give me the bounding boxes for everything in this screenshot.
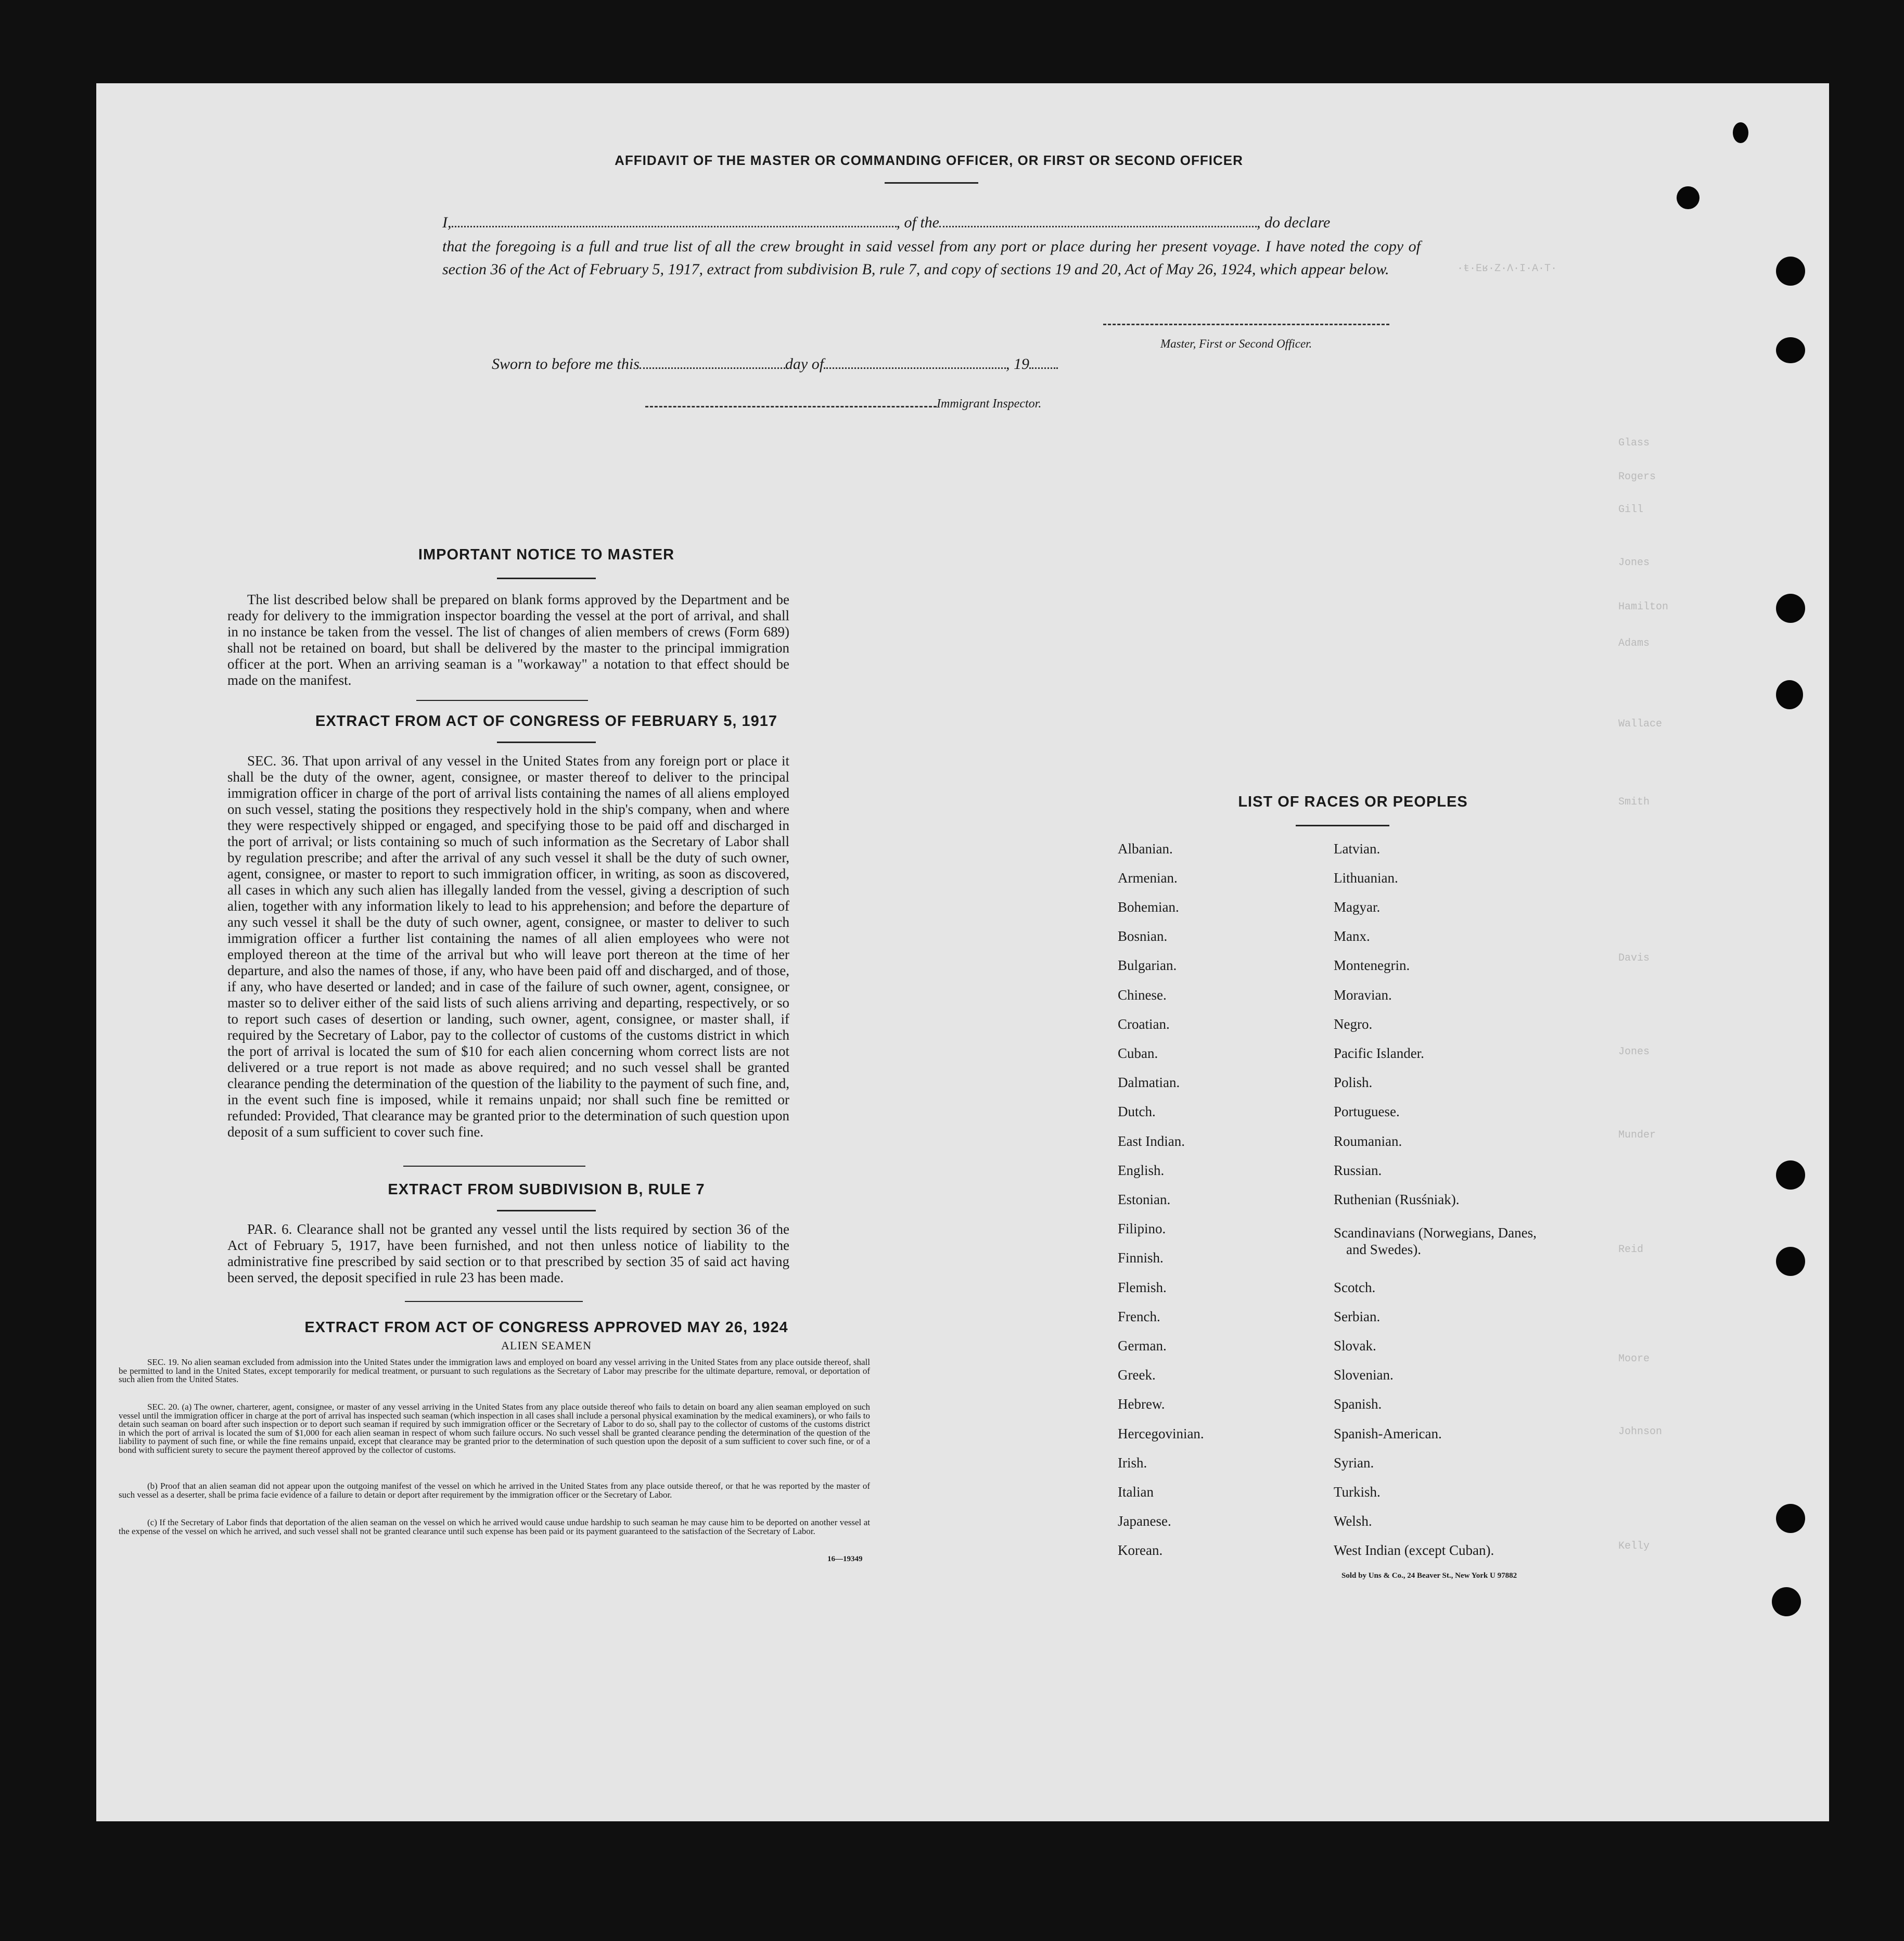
vessel-prefix: , of the	[896, 214, 939, 231]
ghost-name: Kelly	[1618, 1540, 1650, 1552]
notice-title: IMPORTANT NOTICE TO MASTER	[418, 546, 675, 563]
race-item: Bosnian.	[1118, 928, 1168, 944]
race-item: Negro.	[1334, 1016, 1373, 1032]
punch-hole	[1733, 122, 1748, 143]
inspector-line	[645, 397, 1041, 411]
punch-hole	[1776, 1160, 1805, 1190]
race-item: Flemish.	[1118, 1280, 1167, 1295]
form-number: 16—19349	[827, 1555, 863, 1563]
race-item: Hebrew.	[1118, 1396, 1165, 1412]
declarant-name-blank[interactable]	[452, 212, 897, 227]
ghost-name: Davis	[1618, 952, 1650, 964]
race-item: Latvian.	[1334, 841, 1381, 857]
extract-1924-title: EXTRACT FROM ACT OF CONGRESS APPROVED MAY 26, 1924	[304, 1319, 788, 1336]
punch-hole	[1776, 1247, 1805, 1276]
race-item: West Indian (except Cuban).	[1334, 1542, 1494, 1558]
race-item: English.	[1118, 1163, 1165, 1178]
divider	[403, 1166, 585, 1167]
race-item: Turkish.	[1334, 1484, 1381, 1500]
race-item: Spanish.	[1334, 1396, 1382, 1412]
punch-hole	[1776, 337, 1805, 363]
race-item: Dutch.	[1118, 1104, 1156, 1119]
race-item: Hercegovinian.	[1118, 1426, 1204, 1441]
race-item: Filipino.	[1118, 1221, 1166, 1236]
race-item: Serbian.	[1334, 1309, 1381, 1324]
race-item: Chinese.	[1118, 987, 1167, 1003]
race-item: Croatian.	[1118, 1016, 1170, 1032]
race-item: Slovenian.	[1334, 1367, 1394, 1383]
race-item: Spanish-American.	[1334, 1426, 1442, 1441]
inspector-caption: Immigrant Inspector.	[937, 397, 1042, 411]
race-item: Portuguese.	[1334, 1104, 1400, 1119]
punch-hole	[1776, 1504, 1805, 1533]
ghost-name: Hamilton	[1618, 601, 1669, 613]
race-item: Ruthenian (Rusśniak).	[1334, 1192, 1460, 1207]
race-item: Scotch.	[1334, 1280, 1376, 1295]
extract-rule7-title: EXTRACT FROM SUBDIVISION B, RULE 7	[388, 1181, 705, 1198]
race-item: Cuban.	[1118, 1045, 1158, 1061]
sworn-prefix: Sworn to before me this	[492, 355, 640, 373]
punch-hole	[1677, 186, 1699, 209]
race-item: Scandinavians (Norwegians, Danes, and Swedes).	[1334, 1225, 1537, 1257]
race-item: Armenian.	[1118, 870, 1178, 886]
punch-hole	[1776, 594, 1805, 623]
declarant-prefix: I,	[442, 214, 452, 231]
sworn-line	[492, 354, 1058, 373]
extract-1917-rule	[497, 742, 596, 743]
race-item: East Indian.	[1118, 1133, 1185, 1149]
extract-1924-subtitle: ALIEN SEAMEN	[501, 1339, 592, 1352]
sec20c-text: (c) If the Secretary of Labor finds that deportation of the alien seaman on the vessel on which he arrived would cause undue hardship to such seaman he may cause him to be deported on another vessel at the expense of the vessel on which he arrived, and such vessel shall not be granted clearance until such expense has been paid or its payment guaranteed to the satisfaction of the Secretary of Labor.	[119, 1517, 870, 1536]
ghost-name: Jones	[1618, 1046, 1650, 1058]
extract-rule7-rule	[497, 1210, 596, 1211]
race-item: Irish.	[1118, 1455, 1147, 1471]
divider	[405, 1301, 583, 1302]
ghost-name: Reid	[1618, 1244, 1644, 1256]
race-item: Roumanian.	[1334, 1133, 1402, 1149]
inspector-signature-blank[interactable]	[645, 397, 937, 407]
sworn-year-prefix: , 19	[1006, 355, 1030, 373]
ghost-name: Jones	[1618, 557, 1650, 569]
race-item: Polish.	[1334, 1075, 1373, 1090]
printer-imprint: Sold by Uns & Co., 24 Beaver St., New York U 97882	[1341, 1572, 1517, 1580]
signature-caption: Master, First or Second Officer.	[1160, 337, 1312, 350]
signature-line[interactable]	[1103, 324, 1389, 325]
sworn-month-blank[interactable]	[824, 354, 1006, 369]
sworn-year-blank[interactable]	[1029, 354, 1058, 369]
ghost-name: Wallace	[1618, 718, 1663, 730]
divider	[416, 700, 588, 701]
affidavit-body: that the foregoing is a full and true list of all the crew brought in said vessel from any port or place during her present voyage. I have noted the copy of section 36 of the Act of February 5, 1917, extract from subdivision B, rule 7, and copy of sections 19 and 20, Act of May 26, 1924, which appear below.	[442, 238, 1421, 278]
race-item: Pacific Islander.	[1334, 1045, 1424, 1061]
punch-hole	[1776, 680, 1803, 709]
extract-rule7-body: PAR. 6. Clearance shall not be granted any vessel until the lists required by section 36 of the Act of February 5, 1917, have been furnished, and not then unless notice of liability to the administrative fine prescribed by said section or to that prescribed by section 35 of said act having been served, the deposit specified in rule 23 has been made.	[227, 1221, 789, 1285]
race-item: Albanian.	[1118, 841, 1173, 857]
notice-body: The list described below shall be prepared on blank forms approved by the Department and be ready for delivery to the immigration inspector boarding the vessel at the port of arrival, and shall in no instance be taken from the vessel. The list of changes of alien members of crews (Form 689) shall not be retained on board, but shall be delivered by the master to the principal immigration officer at the port. When an arriving seaman is a "workaway" a notation to that effect should be made on the manifest.	[227, 592, 789, 688]
race-item: Finnish.	[1118, 1250, 1164, 1266]
ghost-name: Adams	[1618, 637, 1650, 649]
race-item: Welsh.	[1334, 1513, 1372, 1529]
sec20b-text: (b) Proof that an alien seaman did not appear upon the outgoing manifest of the vessel on which he arrived in the United States from any place outside thereof, or that he was reported by the master of such vessel as a deserter, shall be prima facie evidence of a failure to detain or deport after requirement by the immigration officer or the Secretary of Labor.	[119, 1481, 870, 1500]
ghost-name: Smith	[1618, 796, 1650, 808]
race-item: Syrian.	[1334, 1455, 1374, 1471]
ghost-name: Glass	[1618, 437, 1650, 449]
ghost-name: Johnson	[1618, 1426, 1663, 1438]
sec19-text: SEC. 19. No alien seaman excluded from admission into the United States under the immigration laws and employed on board any vessel arriving in the United States from any place outside thereof, shall be permitted to land in the United States, except temporarily for medical treatment, or pursuant to such regulations as the Secretary of Labor may prescribe for the ultimate departure, removal, or deportation of such alien from the United States.	[119, 1357, 870, 1384]
extract-1917-body: SEC. 36. That upon arrival of any vessel in the United States from any foreign port or place it shall be the duty of the owner, agent, consignee, or master thereof to deliver to the principal immigration officer in charge of the port of arrival lists containing the names of all aliens employed on such vessel, stating the positions they respectively hold in the ship's company, when and where they were respectively shipped or engaged, and specifying those to be paid off and discharged in the port of arrival; or lists containing so much of such information as the Secretary of Labor shall by regulation prescribe; and after the arrival of any such vessel it shall be the duty of such owner, agent, consignee, or master to report to such immigration officer, in writing, as soon as discovered, all cases in which any such alien has illegally landed from the vessel, giving a description of such alien, together with any information likely to lead to his apprehension; and before the departure of any such vessel it shall be the duty of such owner, agent, consignee, or master to deliver to such immigration officer a further list containing the names of all alien employees who were not employed thereon at the time of the arrival but who will leave port thereon at the time of her departure, and also the names of those, if any, who have been paid off and discharged, and of those, if any, who have deserted or landed; and in case of the failure of such owner, agent, consignee, or master so to deliver either of the said lists of such aliens arriving and departing, respectively, or so to report such cases of desertion or landing, such owner, agent, consignee, or master shall, if required by the Secretary of Labor, pay to the collector of customs of the customs district in which the port of arrival is located the sum of $10 for each alien concerning whom correct lists are not delivered or a true report is not made as above required; and no such vessel shall be granted clearance pending the determination of the question of the liability to the payment of such fine, and, in the event such fine is imposed, while it remains unpaid; nor shall such fine be remitted or refunded: Provided, That clearance may be granted prior to the determination of such question upon deposit of a sum sufficient to cover such fine.	[227, 753, 789, 1140]
race-item: Estonian.	[1118, 1192, 1171, 1207]
race-item: Moravian.	[1334, 987, 1392, 1003]
sworn-day-blank[interactable]	[640, 354, 785, 369]
race-item: Slovak.	[1334, 1338, 1376, 1353]
race-item: Greek.	[1118, 1367, 1156, 1383]
race-item: Italian	[1118, 1484, 1154, 1500]
race-item: Magyar.	[1334, 899, 1381, 915]
extract-1917-title: EXTRACT FROM ACT OF CONGRESS OF FEBRUARY 5, 1917	[315, 713, 778, 730]
ghost-name: Rogers	[1618, 471, 1656, 483]
race-item: Lithuanian.	[1334, 870, 1398, 886]
vessel-name-blank[interactable]	[939, 212, 1257, 227]
sworn-day-of: day of	[785, 355, 824, 373]
race-item: Bohemian.	[1118, 899, 1179, 915]
ghost-name: Gill	[1618, 504, 1644, 516]
race-item: Manx.	[1334, 928, 1370, 944]
race-item: Korean.	[1118, 1542, 1163, 1558]
punch-hole	[1776, 257, 1805, 286]
ghost-name: Moore	[1618, 1353, 1650, 1365]
race-item: Bulgarian.	[1118, 957, 1177, 973]
race-item: Montenegrin.	[1334, 957, 1410, 973]
race-item: French.	[1118, 1309, 1160, 1324]
races-title: LIST OF RACES OR PEOPLES	[1238, 794, 1468, 810]
race-item: Russian.	[1334, 1163, 1382, 1178]
race-item: Japanese.	[1118, 1513, 1171, 1529]
declaration-line	[442, 212, 1421, 232]
title-rule	[885, 182, 978, 184]
affidavit-title: AFFIDAVIT OF THE MASTER OR COMMANDING OFFICER, OR FIRST OR SECOND OFFICER	[615, 152, 1243, 168]
race-item: German.	[1118, 1338, 1167, 1353]
ghost-name: Munder	[1618, 1129, 1656, 1141]
punch-hole	[1772, 1587, 1801, 1616]
sec20a-text: SEC. 20. (a) The owner, charterer, agent, consignee, or master of any vessel arriving in the United States from any place outside thereof who fails to detain on board any alien seaman employed on such vessel until the immigration officer in charge at the port of arrival has inspected such seaman (which inspection in all cases shall include a personal physical examination by the medical examiners), or who fails to detain such seaman on board after such inspection or to deport such seaman if required by such immigration officer or the Secretary of Labor to do so, shall pay to the collector of customs of the customs district in which the port of arrival is located the sum of $1,000 for each alien seaman in respect of whom such failure occurs. No such vessel shall be granted clearance pending the determination of the question of the liability to payment of such fine, or while the fine remains unpaid, except that clearance may be granted prior to the determination of such question upon the deposit of a sum sufficient to cover such fine, or of a bond with sufficient surety to secure the payment thereof approved by the collector of customs.	[119, 1402, 870, 1455]
race-item: Dalmatian.	[1118, 1075, 1180, 1090]
notice-title-rule	[497, 578, 596, 579]
races-title-rule	[1296, 825, 1389, 826]
declare-suffix: , do declare	[1257, 214, 1331, 231]
